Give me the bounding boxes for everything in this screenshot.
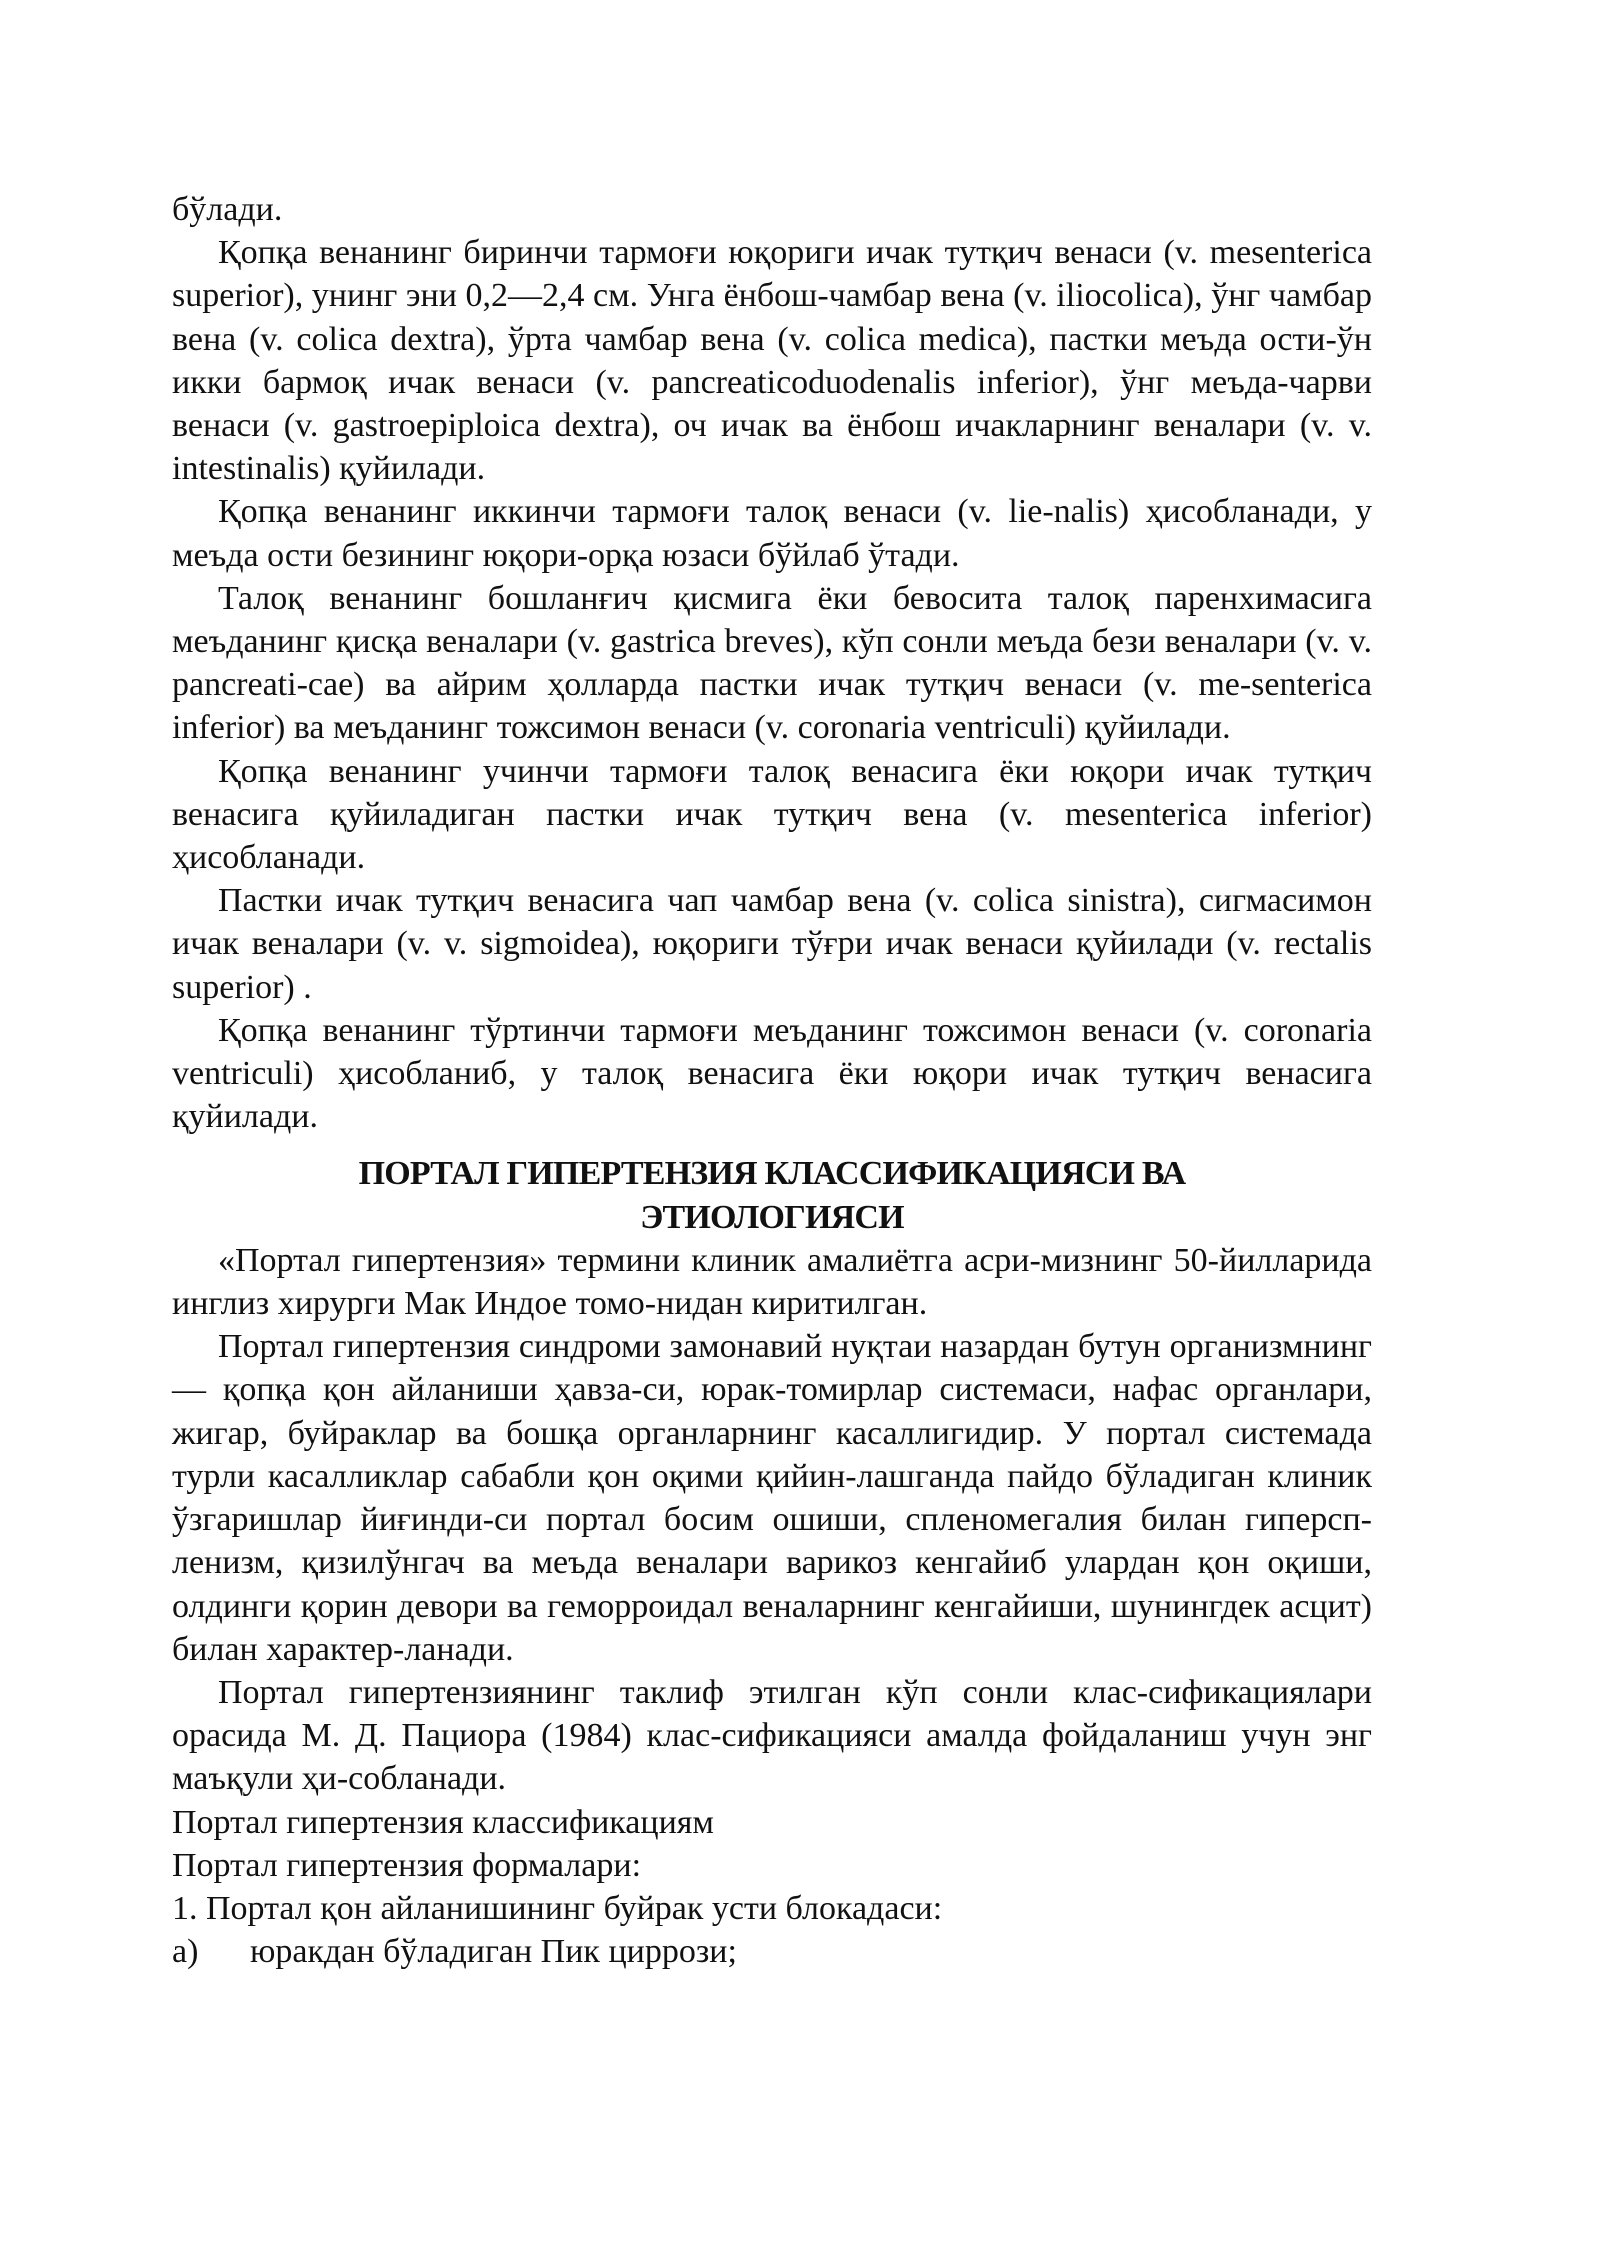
section-heading-line-1: ПОРТАЛ ГИПЕРТЕНЗИЯ КЛАССИФИКАЦИЯСИ ВА [358, 1155, 1186, 1193]
section-heading [172, 1152, 1372, 1238]
paragraph-second-branch: Қопқа венанинг иккинчи тармоғи талоқ венаси (v. lie-nalis) ҳисобланади, у меъда ости безининг юқори-орқа юзаси бўйлаб ўтади. [172, 493, 1372, 574]
document-page [172, 188, 1372, 1973]
list-item-a [172, 1930, 1372, 1973]
paragraph-fourth-branch: Қопқа венанинг тўртинчи тармоғи меъданинг тожсимон венаси (v. coronaria ventriculi) ҳисобланиб, у талоқ венасига ёки юқори ичак тутқич венасига қуйилади. [172, 1011, 1372, 1136]
list-item-text: юракдан бўладиган Пик циррози; [250, 1933, 737, 1971]
paragraph-third-branch: Қопқа венанинг учинчи тармоғи талоқ венасига ёки юқори ичак тутқич венасига қуйиладиган пастки ичак тутқич вена (v. mesenterica inferior) ҳисобланади. [172, 752, 1372, 877]
paragraph-syndrome-definition: Портал гипертензия синдроми замонавий нуқтаи назардан бутун организмнинг — қопқа қон айланиши ҳавза-си, юрак-томирлар системаси, нафас органлари, жигар, буйраклар ва бошқа органларнинг касаллигидир. У портал системада турли касалликлар сабабли қон оқими қийин-лашганда пайдо бўладиган клиник ўзгаришлар йиғинди-си портал босим ошиши, спленомегалия билан гиперсп-ленизм, қизилўнгач ва меъда веналари варикоз кенгайиб улардан қон оқиши, олдинги қорин девори ва геморроидал веналарнинг кенгайиши, шунингдек асцит) билан характер-ланади. [172, 1328, 1372, 1668]
list-marker: а) [172, 1933, 199, 1971]
section-heading-line-2: ЭТИОЛОГИЯСИ [640, 1198, 904, 1236]
paragraph-continuation: бўлади. [172, 191, 283, 228]
paragraph-inferior-mesenteric: Пастки ичак тутқич венасига чап чамбар вена (v. colica sinistra), сигмасимон ичак веналари (v. v. sigmoidea), юқориги тўғри ичак венаси қуйилади (v. rectalis superior) . [172, 882, 1372, 1006]
line-classification-title: Портал гипертензия классификациям [172, 1803, 714, 1841]
line-item-1: 1. Портал қон айланишининг буйрак усти блокадаси: [172, 1889, 943, 1927]
paragraph-first-branch: Қопқа венанинг биринчи тармоғи юқориги ичак тутқич венаси (v. mesenterica superior), унинг эни 0,2—2,4 см. Унга ёнбош-чамбар вена (v. iliocolica), ўнг чамбар вена (v. colica dextra), ўрта чамбар вена (v. colica medica), пастки меъда ости-ўн икки бармоқ ичак венаси (v. pancreaticoduodenalis inferior), ўнг меъда-чарви венаси (v. gastroepiploica dextra), оч ичак ва ёнбош ичакларнинг веналари (v. v. intestinalis) қуйилади. [172, 234, 1372, 488]
paragraph-term-origin: «Портал гипертензия» термини клиник амалиётга асри-мизнинг 50-йилларида инглиз хирурги Мак Индое томо-нидан киритилган. [172, 1241, 1372, 1323]
line-forms-title: Портал гипертензия формалари: [172, 1846, 642, 1884]
paragraph-splenic-vein: Талоқ венанинг бошланғич қисмига ёки бевосита талоқ паренхимасига меъданинг қисқа веналари (v. gastrica breves), кўп сонли меъда бези веналари (v. v. pancreati-cae) ва айрим ҳолларда пастки ичак тутқич венаси (v. me-senterica inferior) ва меъданинг тожсимон венаси (v. coronaria ventriculi) қуйилади. [172, 579, 1372, 747]
paragraph-classification: Портал гипертензиянинг таклиф этилган кўп сонли клас-сификациялари орасида М. Д. Пациора (1984) клас-сификацияси амалда фойдаланиш учун энг маъқули ҳи-собланади. [172, 1673, 1372, 1798]
